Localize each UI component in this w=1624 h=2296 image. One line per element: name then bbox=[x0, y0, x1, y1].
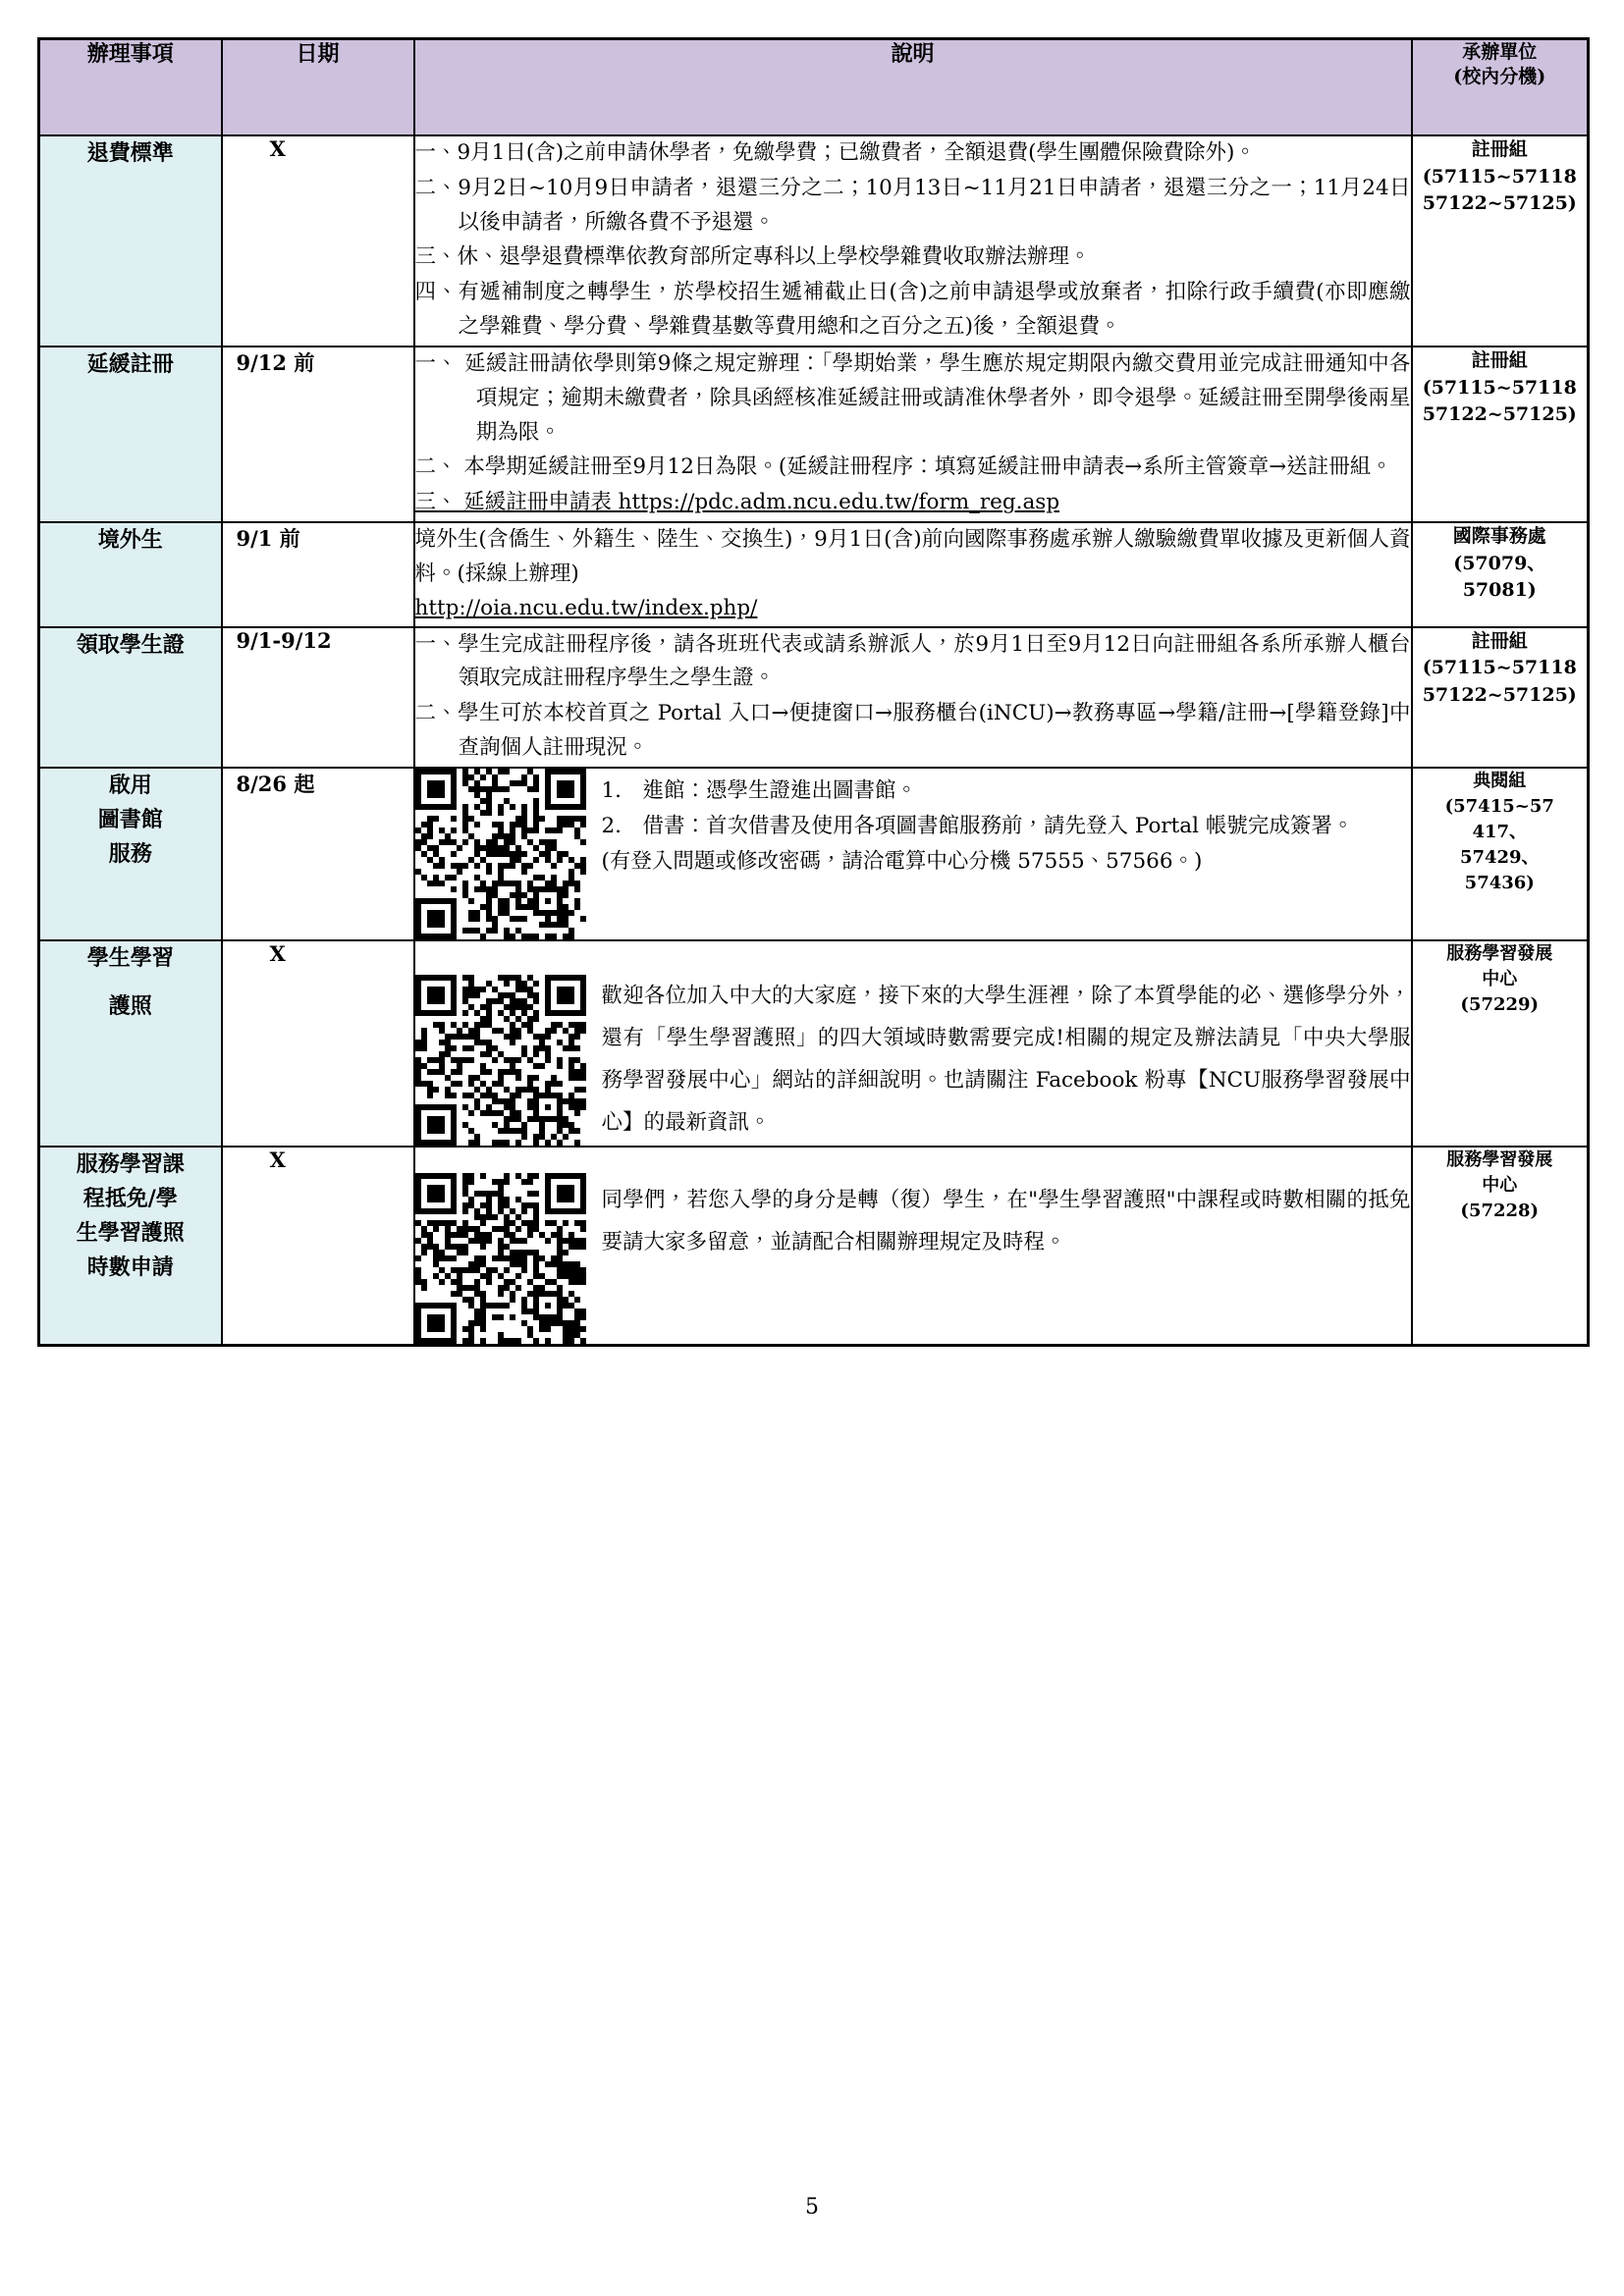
row-date-learning-passport: X bbox=[222, 940, 414, 1147]
row-item-deferred-registration: 延緩註冊 bbox=[39, 347, 222, 522]
row-item-line: 時數申請 bbox=[86, 1255, 174, 1281]
row-unit-refund-standard bbox=[1412, 135, 1589, 347]
table-row bbox=[39, 768, 1589, 940]
description-line: 一、 延緩註冊請依學則第9條之規定辦理：「學期始業，學生應於規定期限內繳交費用並完成註冊通知中各項規定；逾期未繳費者，除具函經核准延緩註冊或請准休學者外，即令退學。延緩註冊至開學後兩星期為限。 bbox=[414, 350, 1411, 445]
row-item-overseas-students: 境外生 bbox=[39, 522, 222, 626]
column-header-item: 辦理事項 bbox=[39, 39, 222, 136]
row-date-deferred-registration: 9/12 前 bbox=[222, 347, 414, 522]
student-learning-passport-qr-code[interactable] bbox=[415, 975, 586, 1146]
row-date-library-service: 8/26 起 bbox=[222, 768, 414, 940]
table-row bbox=[39, 347, 1589, 522]
description-line: 二、學生可於本校首頁之 Portal 入口→便捷窗口→服務櫃台(iNCU)→教務專區→學籍/註冊→[學籍登錄]中查詢個人註冊現況。 bbox=[414, 701, 1411, 761]
row-description-learning-passport bbox=[414, 940, 1412, 1147]
unit-line: 中心 bbox=[1482, 969, 1518, 989]
unit-line: 服務學習發展 bbox=[1446, 942, 1553, 964]
row-description-service-learning-waiver bbox=[414, 1147, 1412, 1346]
row-unit-deferred-registration bbox=[1412, 347, 1589, 522]
description-line: 境外生(含僑生、外籍生、陸生、交換生)，9月1日(含)前向國際事務處承辦人繳驗繳費單收據及更新個人資料。(採線上辦理) bbox=[414, 527, 1411, 586]
row-unit-library-service bbox=[1412, 768, 1589, 940]
unit-line: (57115~57118 bbox=[1422, 657, 1577, 679]
row-unit-learning-passport bbox=[1412, 940, 1589, 1147]
table-row bbox=[39, 522, 1589, 626]
description-line: 同學們，若您入學的身分是轉（復）學生，在"學生學習護照"中課程或時數相關的抵免要請大家多留意，並請配合相關辦理規定及時程。 bbox=[601, 1187, 1411, 1255]
unit-line: 註冊組 bbox=[1471, 138, 1528, 160]
unit-line: 註冊組 bbox=[1471, 348, 1528, 371]
unit-line: (57228) bbox=[1460, 1201, 1540, 1222]
row-description-refund-standard bbox=[414, 135, 1412, 347]
unit-line: (57115~57118 bbox=[1422, 376, 1577, 399]
description-line: 四、有遞補制度之轉學生，於學校招生遞補截止日(含)之前申請退學或放棄者，扣除行政手續費(亦即應繳之學雜費、學分費、學雜費基數等費用總和之百分之五)後，全額退費。 bbox=[414, 280, 1411, 340]
description-line: 二、 本學期延緩註冊至9月12日為限。(延緩註冊程序：填寫延緩註冊申請表→系所主管簽章→送註冊組。 bbox=[414, 454, 1392, 480]
description-line: 二、9月2日~10月9日申請者，退還三分之二；10月13日~11月21日申請者，退還三分之一；11月24日以後申請者，所繳各費不予退還。 bbox=[414, 175, 1411, 235]
table-row bbox=[39, 940, 1589, 1147]
row-item-line: 圖書館 bbox=[97, 807, 163, 833]
unit-line: (57079、 bbox=[1453, 552, 1546, 574]
unit-line: (57115~57118 bbox=[1422, 165, 1577, 187]
unit-line: (57415~57 bbox=[1444, 796, 1554, 817]
unit-line: 57429、 bbox=[1459, 847, 1540, 869]
description-line: 2. 借書：首次借書及使用各項圖書館服務前，請先登入 Portal 帳號完成簽署。 bbox=[601, 813, 1354, 838]
library-service-qr-code[interactable] bbox=[415, 769, 586, 939]
table-row bbox=[39, 135, 1589, 347]
unit-line: 417、 bbox=[1472, 822, 1528, 843]
description-line: 一、學生完成註冊程序後，請各班班代表或請系辦派人，於9月1日至9月12日向註冊組各系所承辦人櫃台領取完成註冊程序學生之學生證。 bbox=[414, 631, 1411, 691]
row-date-service-learning-waiver: X bbox=[222, 1147, 414, 1346]
row-description-student-id-pickup bbox=[414, 627, 1412, 768]
description-line: 1. 進館：憑學生證進出圖書館。 bbox=[601, 777, 918, 803]
row-item-line: 服務 bbox=[108, 841, 152, 868]
row-date-student-id-pickup: 9/1-9/12 bbox=[222, 627, 414, 768]
registration-schedule-table bbox=[37, 37, 1590, 1347]
unit-line: 57122~57125) bbox=[1422, 192, 1577, 215]
description-line: 歡迎各位加入中大的大家庭，接下來的大學生涯裡，除了本質學能的必、選修學分外，還有「學生學習護照」的四大領域時數需要完成!相關的規定及辦法請見「中央大學服務學習發展中心」網站的詳細說明。也請關注 Facebook 粉專【NCU服務學習發展中心】的最新資訊。 bbox=[601, 983, 1411, 1135]
description-line: 一、9月1日(含)之前申請休學者，免繳學費；已繳費者，全額退費(學生團體保險費除外)。 bbox=[414, 140, 1256, 165]
table-row bbox=[39, 1147, 1589, 1346]
row-item-service-learning-waiver bbox=[39, 1147, 222, 1346]
description-line: (有登入問題或修改密碼，請洽電算中心分機 57555、57566。) bbox=[601, 848, 1203, 874]
unit-line: (57229) bbox=[1460, 994, 1540, 1016]
row-item-library-service bbox=[39, 768, 222, 940]
unit-line: 註冊組 bbox=[1471, 629, 1528, 652]
row-description-deferred-registration bbox=[414, 347, 1412, 522]
row-item-line: 啟用 bbox=[108, 772, 152, 798]
unit-line: 57122~57125) bbox=[1422, 403, 1577, 426]
row-item-line: 生學習護照 bbox=[76, 1220, 185, 1247]
column-header-unit bbox=[1412, 39, 1589, 136]
row-unit-overseas-students bbox=[1412, 522, 1589, 626]
page-number: 5 bbox=[805, 2195, 819, 2219]
row-item-student-id-pickup: 領取學生證 bbox=[39, 627, 222, 768]
column-header-date: 日期 bbox=[222, 39, 414, 136]
unit-line: 國際事務處 bbox=[1452, 525, 1546, 548]
row-date-refund-standard: X bbox=[222, 135, 414, 347]
unit-line: 57081) bbox=[1462, 579, 1537, 602]
row-unit-student-id-pickup bbox=[1412, 627, 1589, 768]
row-description-library-service bbox=[414, 768, 1412, 940]
column-header-unit-line2: (校內分機) bbox=[1453, 65, 1546, 87]
row-item-line: 學生學習 bbox=[86, 944, 174, 971]
row-item-line: 護照 bbox=[108, 993, 152, 1020]
row-item-learning-passport bbox=[39, 940, 222, 1147]
row-item-refund-standard: 退費標準 bbox=[39, 135, 222, 347]
unit-line: 中心 bbox=[1482, 1175, 1518, 1196]
unit-line: 57436) bbox=[1464, 873, 1535, 894]
column-header-description: 說明 bbox=[414, 39, 1412, 136]
row-unit-service-learning-waiver bbox=[1412, 1147, 1589, 1346]
column-header-unit-line1: 承辦單位 bbox=[1462, 41, 1538, 63]
table-header-row bbox=[39, 39, 1589, 136]
row-description-overseas-students bbox=[414, 522, 1412, 626]
unit-line: 57122~57125) bbox=[1422, 683, 1577, 706]
unit-line: 典閱組 bbox=[1473, 770, 1527, 791]
description-line: 三、休、退學退費標準依教育部所定專科以上學校學雜費收取辦法辦理。 bbox=[414, 244, 1091, 270]
description-line-link[interactable]: http://oia.ncu.edu.tw/index.php/ bbox=[414, 595, 758, 620]
row-date-overseas-students: 9/1 前 bbox=[222, 522, 414, 626]
service-learning-credit-waiver-qr-code[interactable] bbox=[415, 1173, 586, 1344]
row-item-line: 服務學習課 bbox=[76, 1150, 185, 1177]
unit-line: 服務學習發展 bbox=[1446, 1148, 1553, 1170]
table-row bbox=[39, 627, 1589, 768]
row-item-line: 程抵免/學 bbox=[82, 1186, 178, 1212]
description-line-link[interactable]: 三、 延緩註冊申請表 https://pdc.adm.ncu.edu.tw/form_reg.asp bbox=[414, 490, 1060, 515]
